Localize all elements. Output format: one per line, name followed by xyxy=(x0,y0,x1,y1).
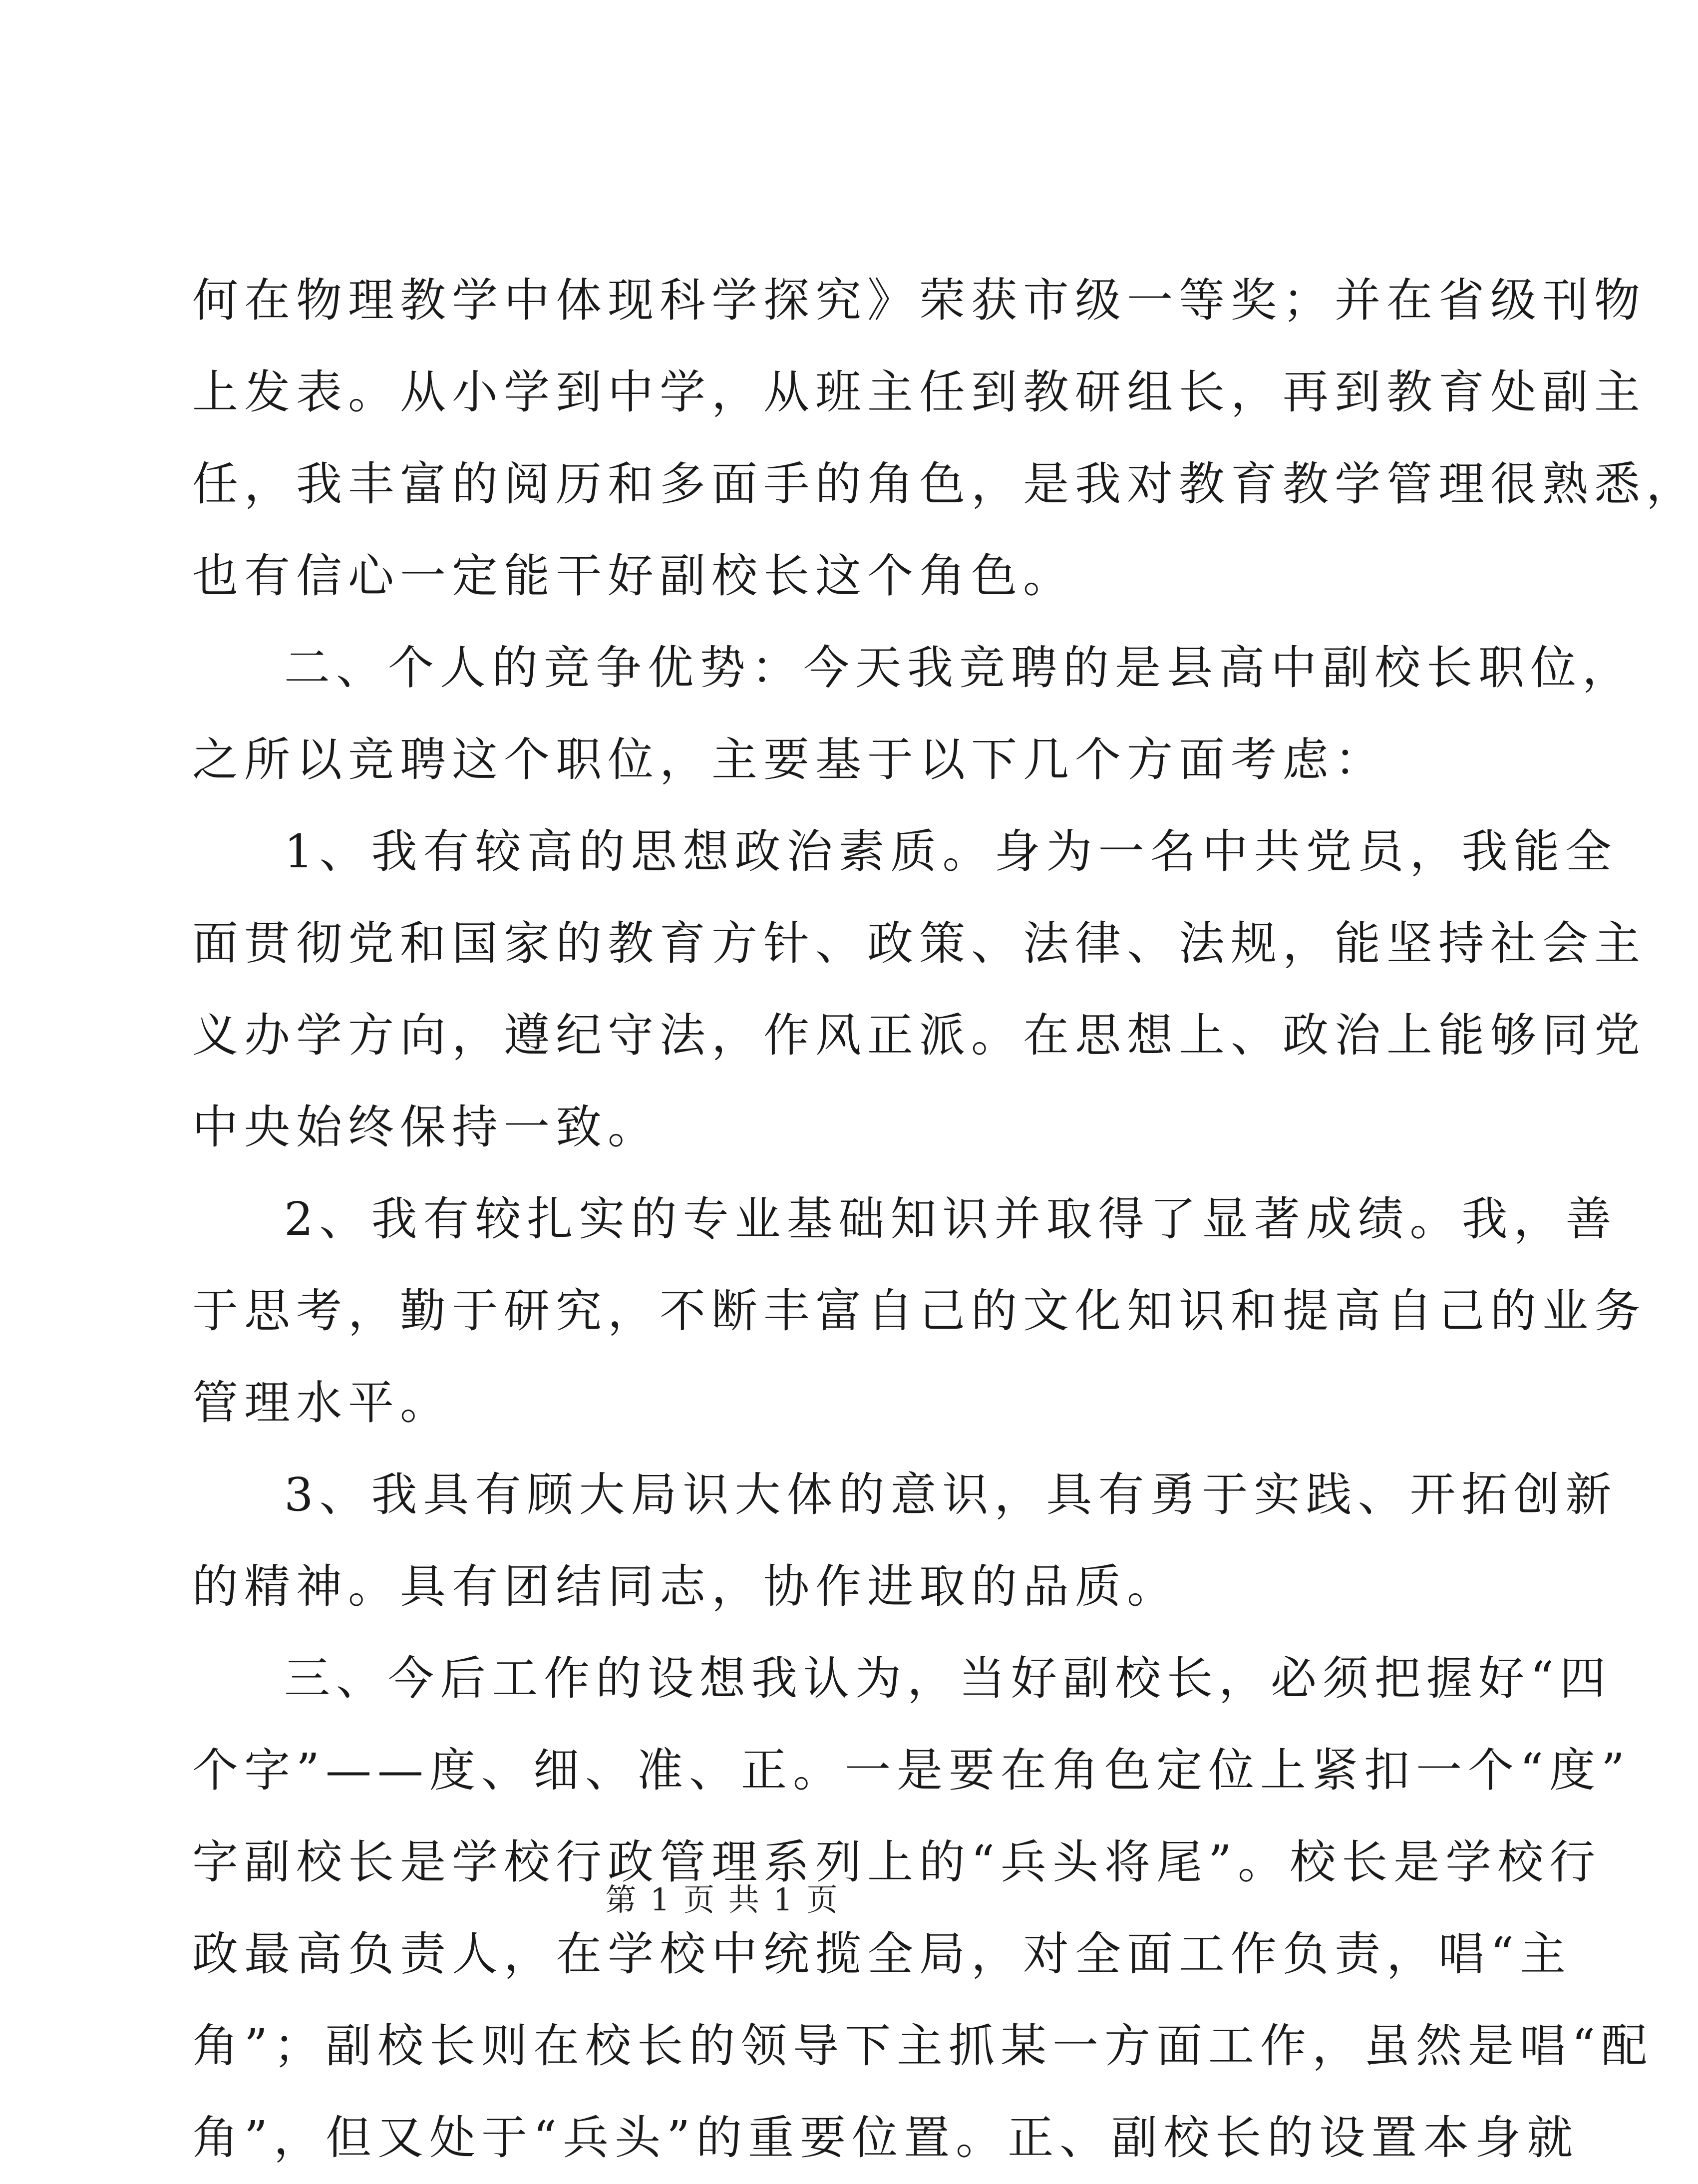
paragraph xyxy=(192,255,1698,622)
text-line: 1、我有较高的思想政治素质。身为一名中共党员，我能全 xyxy=(284,825,1618,878)
text-line: 角”，但又处于“兵头”的重要位置。正、副校长的设置本身就 xyxy=(192,2111,1579,2165)
text-line: 管理水平。 xyxy=(192,1376,452,1430)
text-line: 角”；副校长则在校长的领导下主抓某一方面工作，虽然是唱“配 xyxy=(192,2019,1654,2073)
text-line: 面贯彻党和国家的教育方针、政策、法律、法规，能坚持社会主 xyxy=(192,917,1647,970)
text-line: 何在物理教学中体现科学探究》荣获市级一等奖；并在省级刊物 xyxy=(192,274,1647,327)
paragraph xyxy=(192,806,1647,1173)
text-line: 中央始终保持一致。 xyxy=(192,1100,660,1154)
text-line: 二、个人的竞争优势：今天我竞聘的是县高中副校长职位， xyxy=(284,641,1635,695)
page-number-footer: 第 1 页 共 1 页 xyxy=(605,1881,840,1918)
text-line: 于思考，勤于研究，不断丰富自己的文化知识和提高自己的业务 xyxy=(192,1284,1647,1338)
paragraph xyxy=(192,622,1635,806)
text-line: 政最高负责人，在学校中统揽全局，对全面工作负责，唱“主 xyxy=(192,1927,1572,1981)
paragraph xyxy=(192,1173,1647,1449)
text-line: 个字”——度、细、准、正。一是要在角色定位上紧扣一个“度” xyxy=(192,1744,1631,1797)
text-line: 义办学方向，遵纪守法，作风正派。在思想上、政治上能够同党 xyxy=(192,1009,1647,1062)
text-line: 任，我丰富的阅历和多面手的角色，是我对教育教学管理很熟悉， xyxy=(192,457,1698,511)
text-line: 字副校长是学校行政管理系列上的“兵头将尾”。校长是学校行 xyxy=(192,1835,1602,1889)
text-line: 2、我有较扎实的专业基础知识并取得了显著成绩。我，善 xyxy=(284,1192,1618,1246)
paragraph xyxy=(192,1449,1618,1633)
text-line: 上发表。从小学到中学，从班主任到教研组长，再到教育处副主 xyxy=(192,365,1647,419)
text-line: 也有信心一定能干好副校长这个角色。 xyxy=(192,549,1075,603)
text-line: 三、今后工作的设想我认为，当好副校长，必须把握好“四 xyxy=(284,1652,1612,1705)
text-line: 3、我具有顾大局识大体的意识，具有勇于实践、开拓创新 xyxy=(284,1468,1618,1521)
text-line: 之所以竞聘这个职位，主要基于以下几个方面考虑： xyxy=(192,733,1387,786)
text-line: 的精神。具有团结同志，协作进取的品质。 xyxy=(192,1560,1179,1613)
